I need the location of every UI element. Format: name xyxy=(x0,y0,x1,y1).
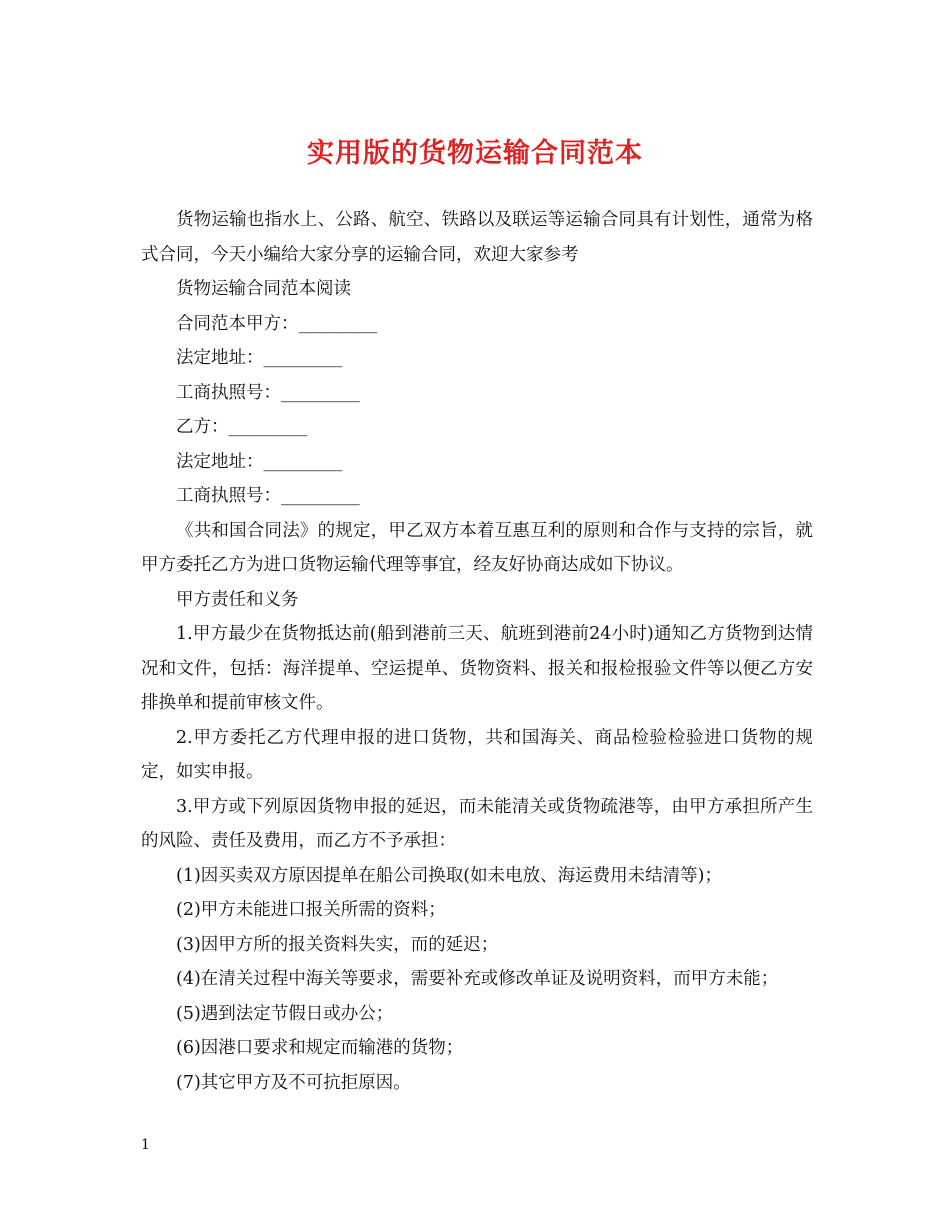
field-party-a: 合同范本甲方：_________ xyxy=(176,313,378,334)
field-party-b: 乙方：_________ xyxy=(176,417,308,437)
clause-3: 3.甲方或下列原因货物申报的延迟，而未能清关或货物疏港等，由甲方承担所产生的风险、责任及费用，而乙方不予承担： xyxy=(141,796,813,851)
sub-clause-4: (4)在清关过程中海关等要求，需要补充或修改单证及说明资料，而甲方未能； xyxy=(176,969,779,989)
page-number: 1 xyxy=(141,1137,150,1153)
sub-clause-5: (5)遇到法定节假日或办公； xyxy=(176,1003,394,1024)
sub-clause-2: (2)甲方未能进口报关所需的资料； xyxy=(176,900,446,920)
document-title: 实用版的货物运输合同范本 xyxy=(307,138,643,169)
clause-2: 2.甲方委托乙方代理申报的进口货物，共和国海关、商品检验检验进口货物的规定，如实申报。 xyxy=(141,727,813,782)
field-address-a: 法定地址：_________ xyxy=(176,348,343,368)
sub-clause-1: (1)因买卖双方原因提单在船公司换取(如未电放、海运费用未结清等)； xyxy=(176,865,722,886)
sub-clause-7: (7)其它甲方及不可抗拒原因。 xyxy=(176,1072,411,1093)
field-address-b: 法定地址：_________ xyxy=(176,451,343,472)
paragraph-heading-reading: 货物运输合同范本阅读 xyxy=(176,279,351,299)
paragraph-agreement: 《共和国合同法》的规定，甲乙双方本着互惠互利的原则和合作与支持的宗旨，就甲方委托乙方为进口货物运输代理等事宜，经友好协商达成如下协议。 xyxy=(141,520,813,575)
field-license-b: 工商执照号：_________ xyxy=(176,486,360,506)
section-heading-party-a-duties: 甲方责任和义务 xyxy=(176,589,299,610)
sub-clause-3: (3)因甲方所的报关资料失实，而的延迟； xyxy=(176,934,499,955)
document-body xyxy=(141,203,813,1100)
field-license-a: 工商执照号：_________ xyxy=(176,382,360,403)
paragraph-intro: 货物运输也指水上、公路、航空、铁路以及联运等运输合同具有计划性，通常为格式合同，今天小编给大家分享的运输合同，欢迎大家参考 xyxy=(141,210,813,265)
clause-1: 1.甲方最少在货物抵达前(船到港前三天、航班到港前24小时)通知乙方货物到达情况和文件，包括：海洋提单、空运提单、货物资料、报关和报检报验文件等以便乙方安排换单和提前审核文件。 xyxy=(141,624,813,713)
sub-clause-6: (6)因港口要求和规定而输港的货物； xyxy=(176,1038,464,1058)
